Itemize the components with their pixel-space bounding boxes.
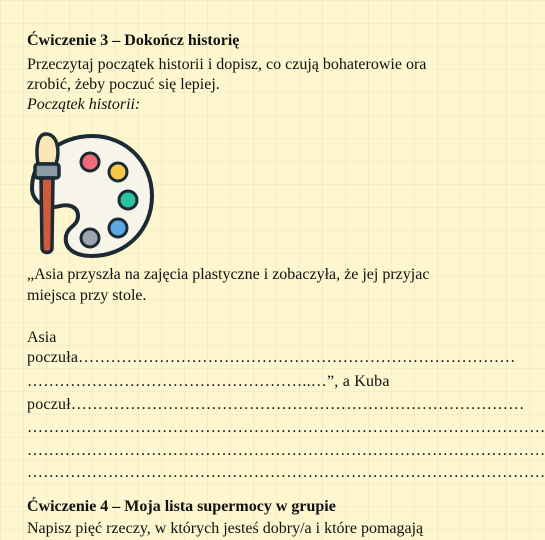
story-beginning-label: Początek historii:	[27, 96, 141, 113]
exercise-4-instruction-line-1: Napisz pięć rzeczy, w których jesteś dobry/a i które pomagają	[27, 520, 424, 537]
paint-blob-yellow	[109, 163, 127, 181]
asia-label: Asia	[27, 329, 57, 346]
exercise-3-instruction-line-1: Przeczytaj początek historii i dopisz, co czują bohaterowie ora	[27, 56, 427, 73]
paint-blob-green	[119, 191, 137, 209]
blank-fill-line-2: ……………………………………………………………………………………	[27, 442, 545, 459]
blank-fill-line-1: ……………………………………………………………………………………	[27, 419, 545, 436]
paint-palette-with-brush-icon	[24, 130, 156, 262]
brush-tip	[37, 134, 58, 164]
blank-fill-line-3: ……………………………………………………………………………………	[27, 464, 545, 481]
exercise-3-title: Ćwiczenie 3 – Dokończ historię	[27, 32, 240, 49]
story-line-2: miejsca przy stole.	[27, 287, 147, 304]
paint-blob-blue	[109, 219, 127, 237]
paint-blob-red	[81, 153, 99, 171]
brush-ferrule	[35, 164, 59, 178]
continuation-fill-line: ……………………………………………..…”, a Kuba	[27, 373, 390, 390]
exercise-4-title: Ćwiczenie 4 – Moja lista supermocy w grupie	[27, 498, 336, 515]
paint-blob-gray	[81, 229, 99, 247]
story-line-1: „Asia przyszła na zajęcia plastyczne i zobaczyła, że jej przyjac	[27, 266, 430, 283]
exercise-3-instruction-line-2: zrobić, żeby poczuć się lepiej.	[27, 76, 220, 93]
brush-handle	[41, 178, 53, 253]
kuba-felt-fill-line: poczuł…………………………………………………………………………	[27, 396, 525, 413]
asia-felt-fill-line: poczuła………………………………………………………………………	[27, 349, 516, 366]
